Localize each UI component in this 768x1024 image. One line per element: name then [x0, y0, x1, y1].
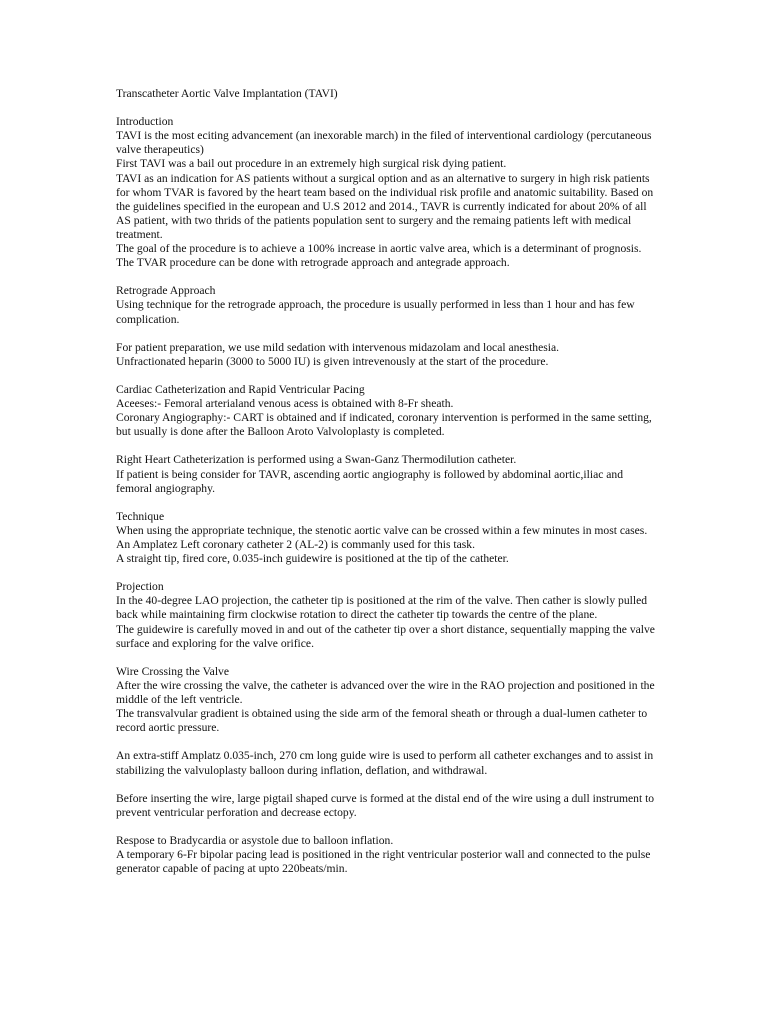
paragraph: The guidewire is carefully moved in and out of the catheter tip over a short distance, sequentially mapping the valve surface and exploring for the valve orifice. — [116, 622, 655, 650]
section-heading: Projection — [116, 580, 164, 594]
paragraph: Before inserting the wire, large pigtail shaped curve is formed at the distal end of the wire using a dull instrument to prevent ventricular perforation and decrease ectopy. — [116, 791, 655, 819]
section-wire-crossing — [116, 665, 656, 735]
paragraph: When using the appropriate technique, the stenotic aortic valve can be crossed within a few minutes in most cases. — [116, 523, 648, 537]
paragraph: TAVI as an indication for AS patients without a surgical option and as an alternative to surgery in high risk patients for whom TVAR is favored by the heart team based on the individual risk profile and anatomic suitability. Based on the guidelines specified in the european and U.S 2012 and 2014., TAVR is currently indicated for about 20% of all AS patient, with two thrids of the patients population sent to surgery and the remaing patients left with medical treatment. — [116, 171, 654, 241]
section-heading: Introduction — [116, 115, 174, 129]
section-retrograde-approach — [116, 284, 656, 326]
section-bradycardia-response — [116, 834, 656, 876]
paragraph: Aceeses:- Femoral arterialand venous acess is obtained with 8-Fr sheath. — [116, 397, 454, 411]
paragraph: For patient preparation, we use mild sedation with intervenous midazolam and local anesthesia. — [116, 340, 560, 354]
paragraph: The goal of the procedure is to achieve a 100% increase in aortic valve area, which is a determinant of prognosis. — [116, 242, 642, 256]
section-cardiac-catheterization — [116, 383, 656, 439]
section-heading: Cardiac Catheterization and Rapid Ventricular Pacing — [116, 382, 365, 396]
section-heading: Technique — [116, 509, 165, 523]
document-title: Transcatheter Aortic Valve Implantation (TAVI) — [116, 87, 338, 100]
paragraph: A temporary 6-Fr bipolar pacing lead is positioned in the right ventricular posterior wall and connected to the pulse generator capable of pacing at upto 220beats/min. — [116, 848, 651, 876]
section-projection — [116, 580, 656, 650]
paragraph: TAVI is the most eciting advancement (an inexorable march) in the filed of interventional cardiology (percutaneous valve therapeutics) — [116, 129, 652, 157]
paragraph: In the 40-degree LAO projection, the catheter tip is positioned at the rim of the valve. Then cather is slowly pulled back while maintaining firm clockwise rotation to direct the catheter tip towards the centre of the plane. — [116, 594, 648, 622]
paragraph: Right Heart Catheterization is performed using a Swan-Ganz Thermodilution catheter. — [116, 453, 517, 467]
paragraph: An Amplatez Left coronary catheter 2 (AL-2) is commanly used for this task. — [116, 538, 475, 551]
section-heading: Wire Crossing the Valve — [116, 664, 229, 678]
section-patient-preparation — [116, 341, 656, 369]
section-introduction — [116, 115, 656, 270]
paragraph: An extra-stiff Amplatz 0.035-inch, 270 cm long guide wire is used to perform all catheter exchanges and to assist in stabilizing the valvuloplasty balloon during inflation, deflation, and withdrawal. — [116, 749, 654, 777]
paragraph: Using technique for the retrograde approach, the procedure is usually performed in less than 1 hour and has few complication. — [116, 298, 635, 326]
section-guide-wire — [116, 749, 656, 777]
section-heading: Respose to Bradycardia or asystole due to balloon inflation. — [116, 833, 394, 847]
document-page — [116, 87, 656, 890]
section-heading: Retrograde Approach — [116, 284, 216, 298]
paragraph: The TVAR procedure can be done with retrograde approach and antegrade approach. — [116, 256, 510, 270]
paragraph: The transvalvular gradient is obtained using the side arm of the femoral sheath or through a dual-lumen catheter to record aortic pressure. — [116, 707, 648, 735]
paragraph: Unfractionated heparin (3000 to 5000 IU) is given intrevenously at the start of the procedure. — [116, 354, 549, 368]
paragraph: After the wire crossing the valve, the catheter is advanced over the wire in the RAO projection and positioned in the middle of the left ventricle. — [116, 678, 655, 707]
paragraph: Coronary Angiography:- CART is obtained and if indicated, coronary intervention is performed in the same setting, but usually is done after the Balloon Aroto Valvoloplasty is completed. — [116, 411, 652, 439]
section-technique — [116, 510, 656, 566]
paragraph: A straight tip, fired core, 0.035-inch guidewire is positioned at the tip of the catheter. — [116, 552, 509, 566]
section-right-heart-catheterization — [116, 453, 656, 495]
paragraph: If patient is being consider for TAVR, ascending aortic angiography is followed by abdominal aortic,iliac and femoral angiography. — [116, 467, 624, 495]
section-pigtail-curve — [116, 792, 656, 820]
paragraph: First TAVI was a bail out procedure in an extremely high surgical risk dying patient. — [116, 157, 507, 171]
